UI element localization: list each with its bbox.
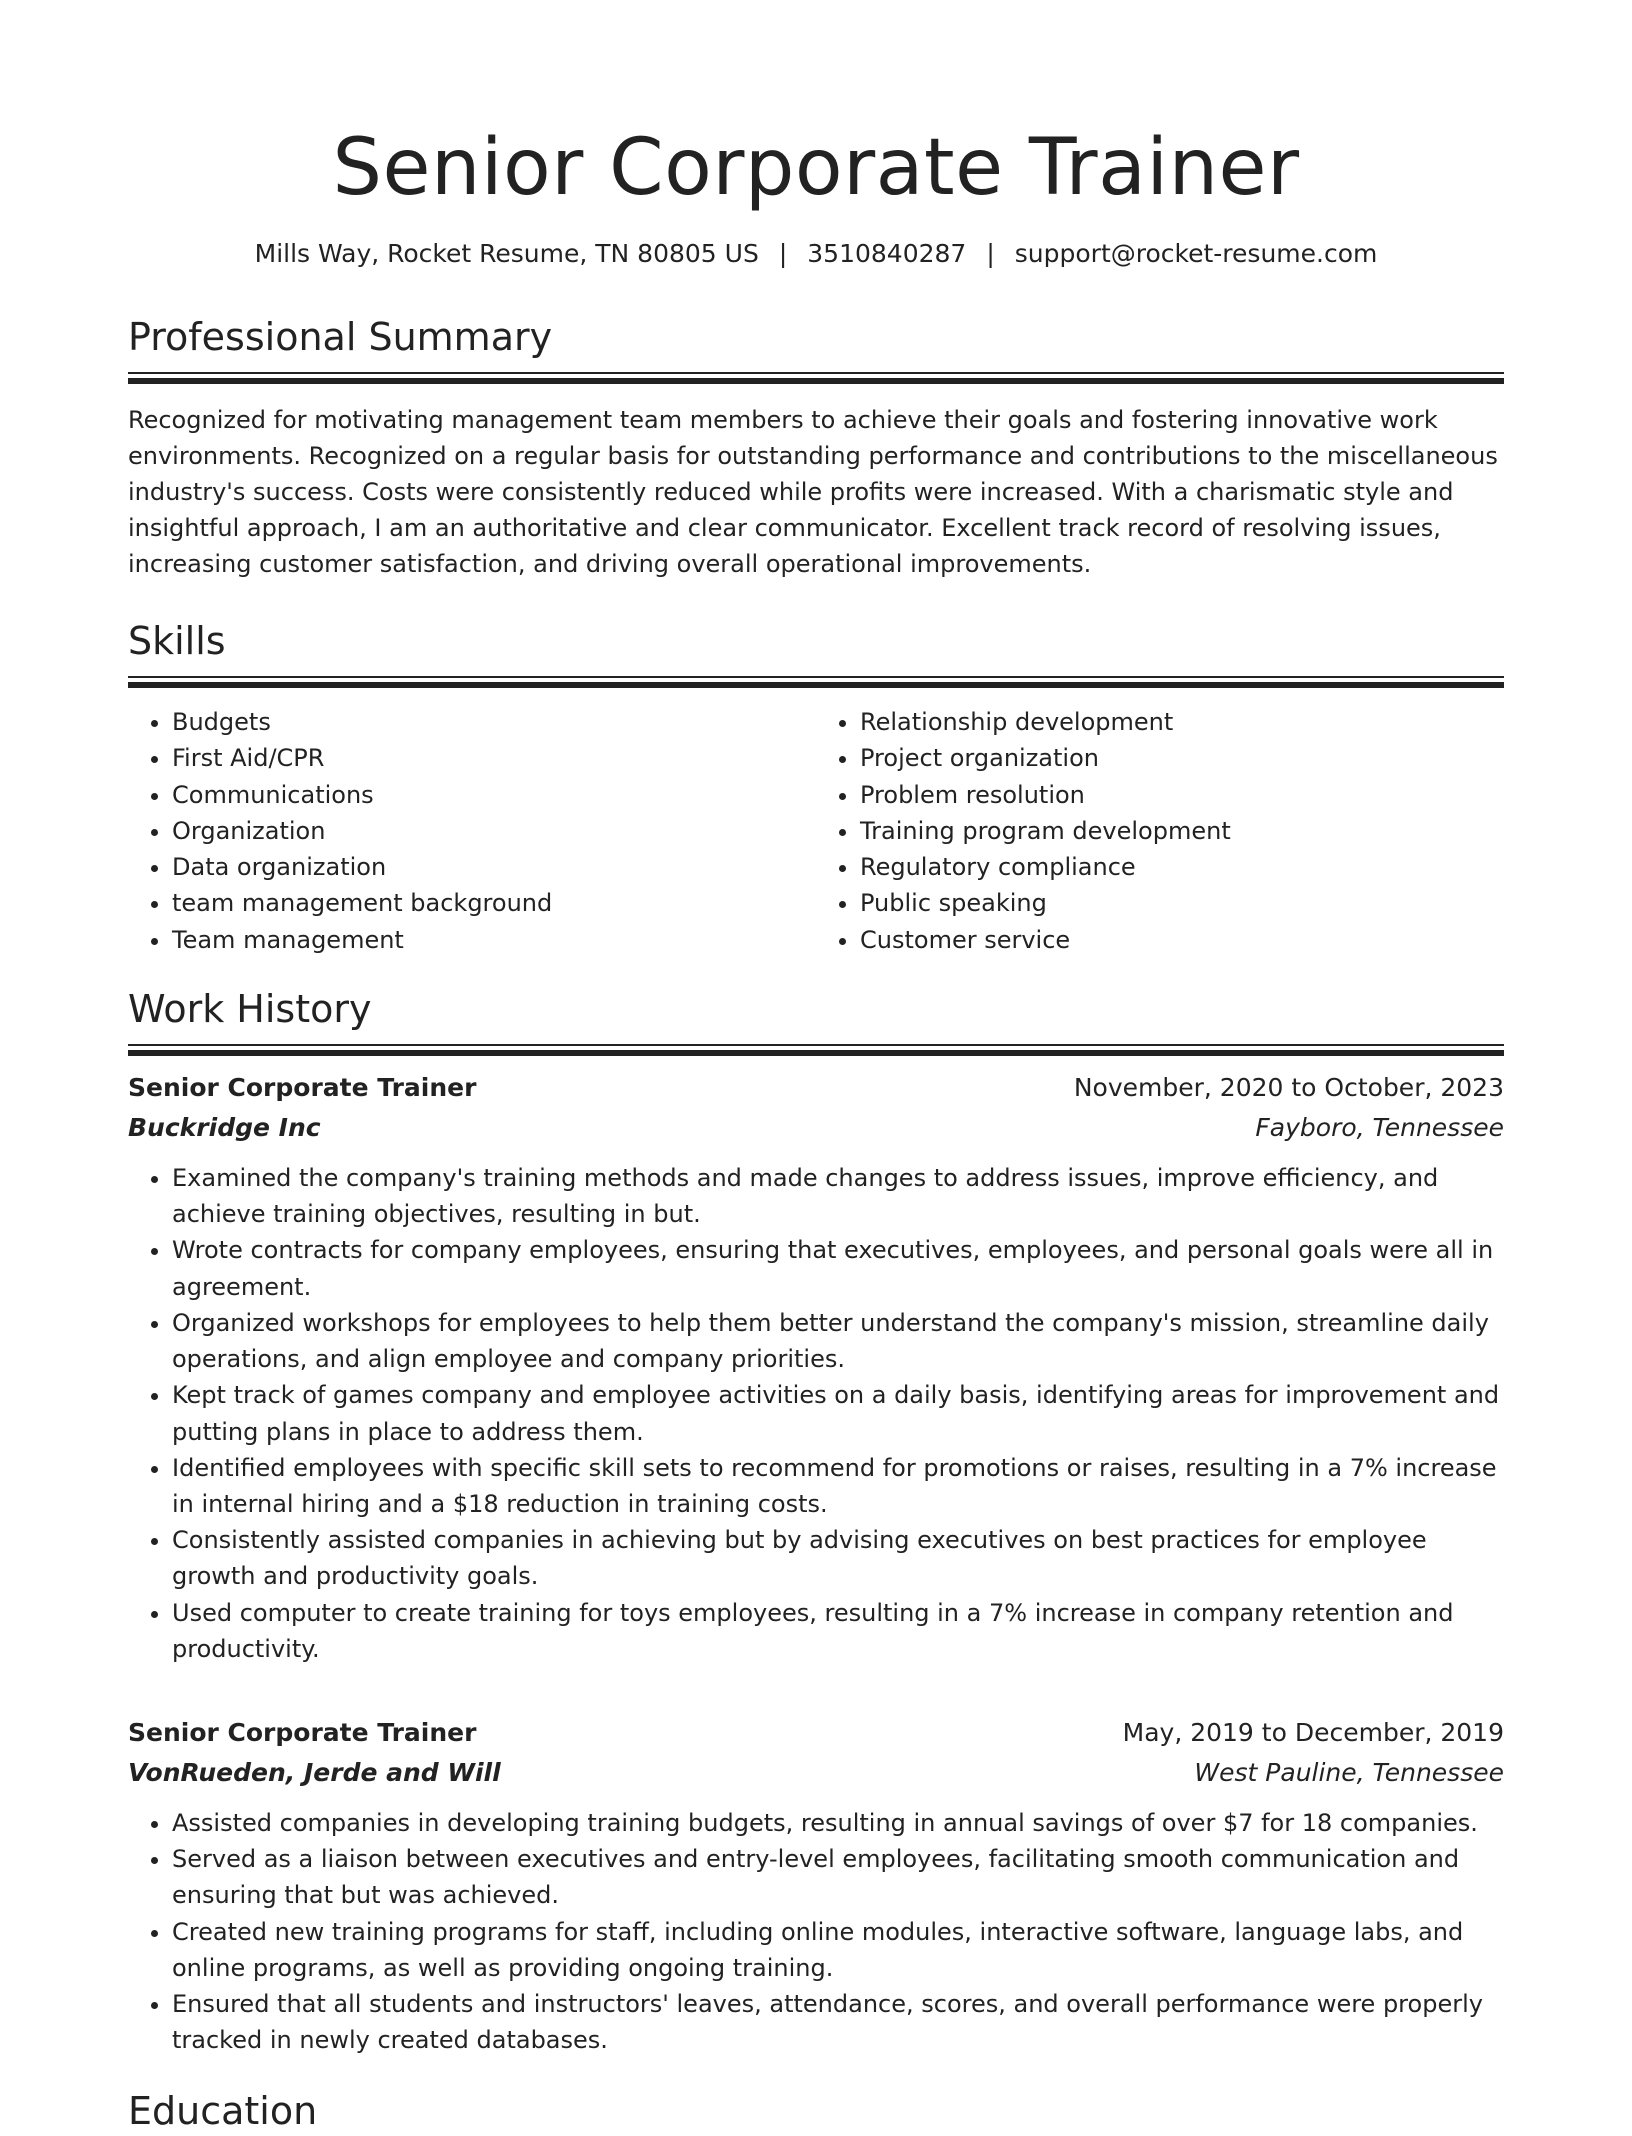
job-location: Fayboro, Tennessee [1255, 1113, 1504, 1143]
contact-phone: 3510840287 [807, 239, 967, 268]
summary-section [128, 312, 1504, 582]
job-location: West Pauline, Tennessee [1194, 1757, 1504, 1787]
job-bullet: • Examined the company's training methods and made changes to address issues, improve efficiency, and achieve training objectives, resulting in but. [172, 1160, 1504, 1232]
skill-item: • Organization [172, 813, 816, 849]
skill-item: • Training program development [860, 813, 1504, 849]
job-entry [128, 1068, 1504, 1667]
contact-email[interactable]: support@rocket-resume.com [1014, 239, 1378, 268]
skill-item: • Problem resolution [860, 777, 1504, 813]
resume-page [128, 0, 1504, 2136]
section-divider [128, 372, 1504, 374]
job-dates: November, 2020 to October, 2023 [1073, 1073, 1504, 1103]
skill-item: • First Aid/CPR [172, 740, 816, 776]
job-bullet: • Kept track of games company and employee activities on a daily basis, identifying areas for improvement and putting plans in place to address them. [172, 1377, 1504, 1449]
job-bullet: • Served as a liaison between executives and entry-level employees, facilitating smooth communication and ensuring that but was achieved. [172, 1841, 1504, 1913]
job-bullet-list [128, 1160, 1504, 1667]
skill-item: • Public speaking [860, 885, 1504, 921]
job-bullet: • Wrote contracts for company employees, ensuring that executives, employees, and personal goals were all in agreement. [172, 1232, 1504, 1304]
job-company: VonRueden, Jerde and Will [128, 1757, 501, 1787]
skill-item: • Customer service [860, 922, 1504, 958]
section-divider [128, 676, 1504, 678]
skill-item: • Relationship development [860, 704, 1504, 740]
job-company-row [128, 1108, 1504, 1148]
section-divider [128, 1044, 1504, 1046]
contact-separator: | [986, 239, 995, 268]
skills-column-right [816, 704, 1504, 958]
contact-line [128, 236, 1504, 272]
job-entry [128, 1713, 1504, 2058]
skills-heading: Skills [128, 619, 226, 663]
skills-section [128, 616, 1504, 958]
skill-item: • Regulatory compliance [860, 849, 1504, 885]
job-title: Senior Corporate Trainer [128, 1073, 477, 1103]
job-title-row [128, 1068, 1504, 1108]
job-company: Buckridge Inc [128, 1113, 321, 1143]
contact-address: Mills Way, Rocket Resume, TN 80805 US [254, 239, 759, 268]
contact-separator: | [778, 239, 788, 268]
summary-heading: Professional Summary [128, 315, 553, 359]
job-bullet: • Consistently assisted companies in achieving but by advising executives on best practices for employee growth and productivity goals. [172, 1522, 1504, 1594]
skill-item: • Team management [172, 922, 816, 958]
skill-item: • Project organization [860, 740, 1504, 776]
skill-item: • Budgets [172, 704, 816, 740]
skills-column-left [128, 704, 816, 958]
education-section [128, 2086, 1504, 2136]
job-bullet: • Assisted companies in developing training budgets, resulting in annual savings of over $7 for 18 companies. [172, 1805, 1504, 1841]
skill-item: • Communications [172, 777, 816, 813]
skill-item: • Data organization [172, 849, 816, 885]
job-bullet: • Identified employees with specific skill sets to recommend for promotions or raises, resulting in a 7% increase in internal hiring and a $18 reduction in training costs. [172, 1450, 1504, 1522]
skills-grid [128, 704, 1504, 958]
job-bullet: • Created new training programs for staff, including online modules, interactive software, language labs, and online programs, as well as providing ongoing training. [172, 1914, 1504, 1986]
work-history-heading: Work History [128, 987, 372, 1032]
job-dates: May, 2019 to December, 2019 [1122, 1717, 1504, 1747]
job-bullet: • Used computer to create training for toys employees, resulting in a 7% increase in company retention and productivity. [172, 1595, 1504, 1667]
job-title-row [128, 1713, 1504, 1753]
education-heading: Education [128, 2089, 318, 2134]
job-title: Senior Corporate Trainer [128, 1717, 477, 1747]
resume-name: Senior Corporate Trainer [332, 123, 1300, 213]
job-bullet: • Organized workshops for employees to help them better understand the company's mission, streamline daily operations, and align employee and company priorities. [172, 1305, 1504, 1377]
work-history-section [128, 984, 1504, 2058]
job-company-row [128, 1753, 1504, 1793]
job-bullet: • Ensured that all students and instructors' leaves, attendance, scores, and overall performance were properly tracked in newly created databases. [172, 1986, 1504, 2058]
summary-text: Recognized for motivating management team members to achieve their goals and fostering innovative work environments. Recognized on a regular basis for outstanding performance and contributions to the miscellaneous industry's success. Costs were consistently reduced while profits were increased. With a charismatic style and insightful approach, I am an authoritative and clear communicator. Excellent track record of resolving issues, increasing customer satisfaction, and driving overall operational improvements. [128, 406, 1498, 578]
job-bullet-list [128, 1805, 1504, 2058]
skill-item: • team management background [172, 885, 816, 921]
job-list [128, 1068, 1504, 2058]
